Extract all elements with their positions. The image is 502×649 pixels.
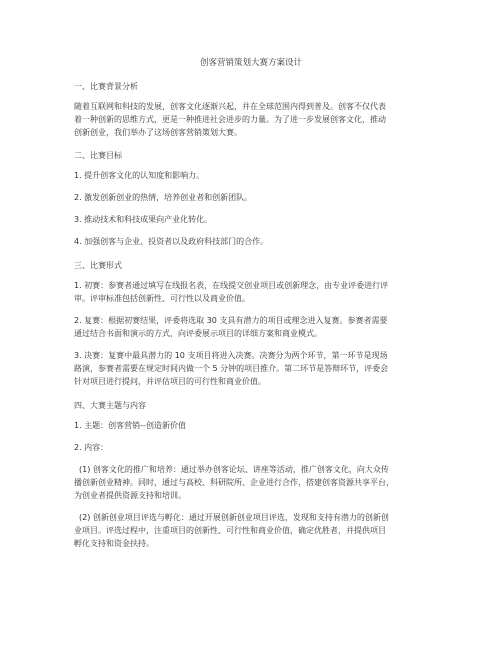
goal-item: 1. 提升创客文化的认知度和影响力。 (74, 171, 205, 180)
goal-item: 4. 加强创客与企业、投资者以及政府科技部门的合作。 (74, 237, 269, 246)
content-label: 2. 内容： (74, 443, 109, 452)
content-item-1-line: 播创新创业精神。同时，通过与高校、科研院所、企业进行合作，搭建创客资源共享平台， (74, 478, 394, 487)
content-item-2-line: 业项目。评选过程中，注重项目的创新性、可行性和商业价值，确定优胜者，并提供项目 (74, 526, 386, 535)
section-1-text-line: 着一种创新的思维方式，更是一种推进社会进步的力量。为了进一步发展创客文化，推动 (74, 115, 386, 124)
section-1-heading: 一、比赛背景分析 (74, 82, 138, 91)
semifinal-round-line: 2. 复赛：根据初赛结果，评委将选取 30 支具有潜力的项目或理念进入复赛。参赛者需要 (74, 316, 388, 325)
theme-line: 1. 主题：创客营销--创造新价值 (74, 421, 186, 430)
final-round-line: 路演，参赛者需要在规定时间内做一个 5 分钟的项目推介。第二环节是答辩环节，评委会 (74, 364, 389, 373)
section-3-heading: 三、比赛形式 (74, 261, 122, 270)
preliminary-round-line: 1. 初赛：参赛者通过填写在线报名表，在线提交创业项目或创新理念，由专业评委进行评 (74, 281, 389, 290)
content-item-1-line: 为创业者提供资源支持和培训。 (74, 491, 186, 500)
content-item-2-line: (2) 创新创业项目评选与孵化：通过开展创新创业项目评选，发现和支持有潜力的创新创 (79, 513, 389, 522)
section-1-text-line: 创新创业，我们举办了这场创客营销策划大赛。 (74, 128, 242, 137)
final-round-line: 3. 决赛：复赛中最具潜力的 10 支项目将进入决赛。决赛分为两个环节，第一环节是现场 (74, 351, 388, 360)
preliminary-round-line: 审。评审标准包括创新性、可行性以及商业价值。 (74, 294, 250, 303)
section-2-heading: 二、比赛目标 (74, 151, 122, 160)
goal-item: 3. 推动技术和科技成果向产业化转化。 (74, 215, 213, 224)
semifinal-round-line: 通过结合书面和演示的方式，向评委展示项目的详细方案和商业模式。 (74, 329, 322, 338)
section-1-text-line: 随着互联网和科技的发展，创客文化逐渐兴起，并在全球范围内得到普及。创客不仅代表 (74, 102, 386, 111)
final-round-line: 针对项目进行提问，并评估项目的可行性和商业价值。 (74, 377, 266, 386)
goal-item: 2. 激发创新创业的热情，培养创业者和创新团队。 (74, 193, 253, 202)
section-4-heading: 四、大赛主题与内容 (74, 401, 146, 410)
content-item-2-line: 孵化支持和资金扶持。 (74, 539, 154, 548)
document-title: 创客营销策划大赛方案设计 (199, 58, 302, 68)
content-item-1-line: (1) 创客文化的推广和培养：通过举办创客论坛、讲座等活动，推广创客文化，向大众传 (79, 465, 389, 474)
